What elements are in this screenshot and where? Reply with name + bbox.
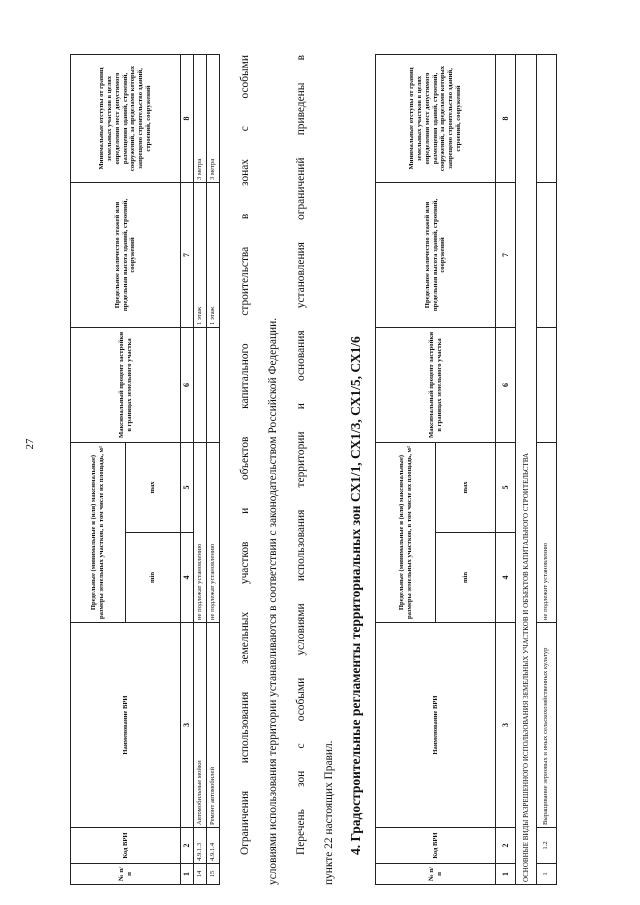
cell-setback: 3 метра — [193, 55, 206, 183]
cell-percent — [206, 328, 219, 443]
cell-floors — [536, 183, 556, 328]
cell-code: 1.2 — [536, 828, 556, 864]
cell-size: не подлежит установлению — [536, 443, 556, 623]
col-number: 3 — [181, 623, 194, 828]
page-number: 27 — [24, 438, 36, 450]
header-code: Код ВРИ — [71, 828, 181, 864]
paragraph-zones-list-cont: пункте 22 настоящих Правил. — [323, 740, 335, 885]
header-name: Наименование ВРИ — [376, 623, 496, 828]
cell-name: Ремонт автомобилей — [206, 623, 219, 828]
rotated-page-content — [70, 55, 610, 885]
section-heading: 4. Градостроительные регламенты территориальных зон СХ1/1, СХ1/3, СХ1/5, СХ1/6 — [348, 336, 363, 855]
cell-code: 4.9.1.3 — [193, 828, 206, 864]
col-number: 2 — [496, 828, 516, 864]
header-name: Наименование ВРИ — [71, 623, 181, 828]
col-number: 6 — [181, 328, 194, 443]
paragraph-restrictions-cont: условиями использования территории устанавливаются в соответствии с законодательством Российской Федерации. — [267, 317, 279, 885]
header-min: min — [436, 533, 496, 623]
header-size-group: Предельные (минимальные и (или) максимальные) размеры земельных участков, в том числе их площадь, м² — [71, 443, 126, 623]
col-number: 2 — [181, 828, 194, 864]
col-number: 8 — [496, 55, 516, 183]
table-row — [536, 55, 556, 885]
header-max: max — [436, 443, 496, 533]
cell-size: не подлежат установлению — [193, 443, 206, 623]
col-number: 7 — [181, 183, 194, 328]
col-number: 5 — [181, 443, 194, 533]
paragraph-zones-list: Перечень зон с особыми условиями использования территории и основания установления ограничений приведены в — [295, 55, 307, 855]
cell-setback — [536, 55, 556, 183]
header-num: № п/п — [376, 864, 496, 885]
header-percent: Максимальный процент застройки в границах земельного участка — [71, 328, 181, 443]
col-number: 1 — [181, 864, 194, 885]
col-number: 3 — [496, 623, 516, 828]
regulations-table-sx1 — [375, 54, 557, 885]
regulations-table-continued — [70, 54, 220, 885]
paragraph-restrictions: Ограничения использования земельных участков и объектов капитального строительства в зонах с особыми — [239, 55, 251, 855]
cell-code: 4.9.1.4 — [206, 828, 219, 864]
header-num: № п/п — [71, 864, 181, 885]
header-floors: Предельное количество этажей или предельная высота зданий, строений, сооружений — [71, 183, 181, 328]
cell-name: Выращивание зерновых и иных сельскохозяйственных культур — [536, 623, 556, 828]
col-number: 4 — [496, 533, 516, 623]
col-number: 5 — [496, 443, 516, 533]
cell-name: Автомобильные мойки — [193, 623, 206, 828]
cell-num: 15 — [206, 864, 219, 885]
header-setback: Минимальные отступы от границ земельных участков в целях определения мест допустимого размещения зданий, строений, сооружений, за пределами которых запрещено строительство зданий, строений, сооружений — [376, 55, 496, 183]
header-size-group: Предельные (минимальные и (или) максимальные) размеры земельных участков, в том числе их площадь, м² — [376, 443, 436, 623]
col-number: 6 — [496, 328, 516, 443]
cell-percent — [193, 328, 206, 443]
cell-num: 1 — [536, 864, 556, 885]
table-row — [193, 55, 206, 885]
header-percent: Максимальный процент застройки в границах земельного участка — [376, 328, 496, 443]
cell-setback: 3 метра — [206, 55, 219, 183]
header-code: Код ВРИ — [376, 828, 496, 864]
col-number: 7 — [496, 183, 516, 328]
header-setback: Минимальные отступы от границ земельных участков в целях определения мест допустимого размещения зданий, строений, сооружений, за пределами которых запрещено строительство зданий, строений, сооружений — [71, 55, 181, 183]
cell-floors: 1 этаж — [193, 183, 206, 328]
table-row — [206, 55, 219, 885]
cell-percent — [536, 328, 556, 443]
header-min: min — [126, 533, 181, 623]
cell-size: не подлежат установлению — [206, 443, 219, 623]
header-max: max — [126, 443, 181, 533]
section-row-main-uses: ОСНОВНЫЕ ВИДЫ РАЗРЕШЕННОГО ИСПОЛЬЗОВАНИЯ ЗЕМЕЛЬНЫХ УЧАСТКОВ И ОБЪЕКТОВ КАПИТАЛЬНОГО СТРОИТЕЛЬСТВА — [515, 55, 536, 885]
cell-num: 14 — [193, 864, 206, 885]
header-floors: Предельное количество этажей или предельная высота зданий, строений, сооружений — [376, 183, 496, 328]
col-number: 8 — [181, 55, 194, 183]
col-number: 4 — [181, 533, 194, 623]
cell-floors: 1 этаж — [206, 183, 219, 328]
col-number: 1 — [496, 864, 516, 885]
